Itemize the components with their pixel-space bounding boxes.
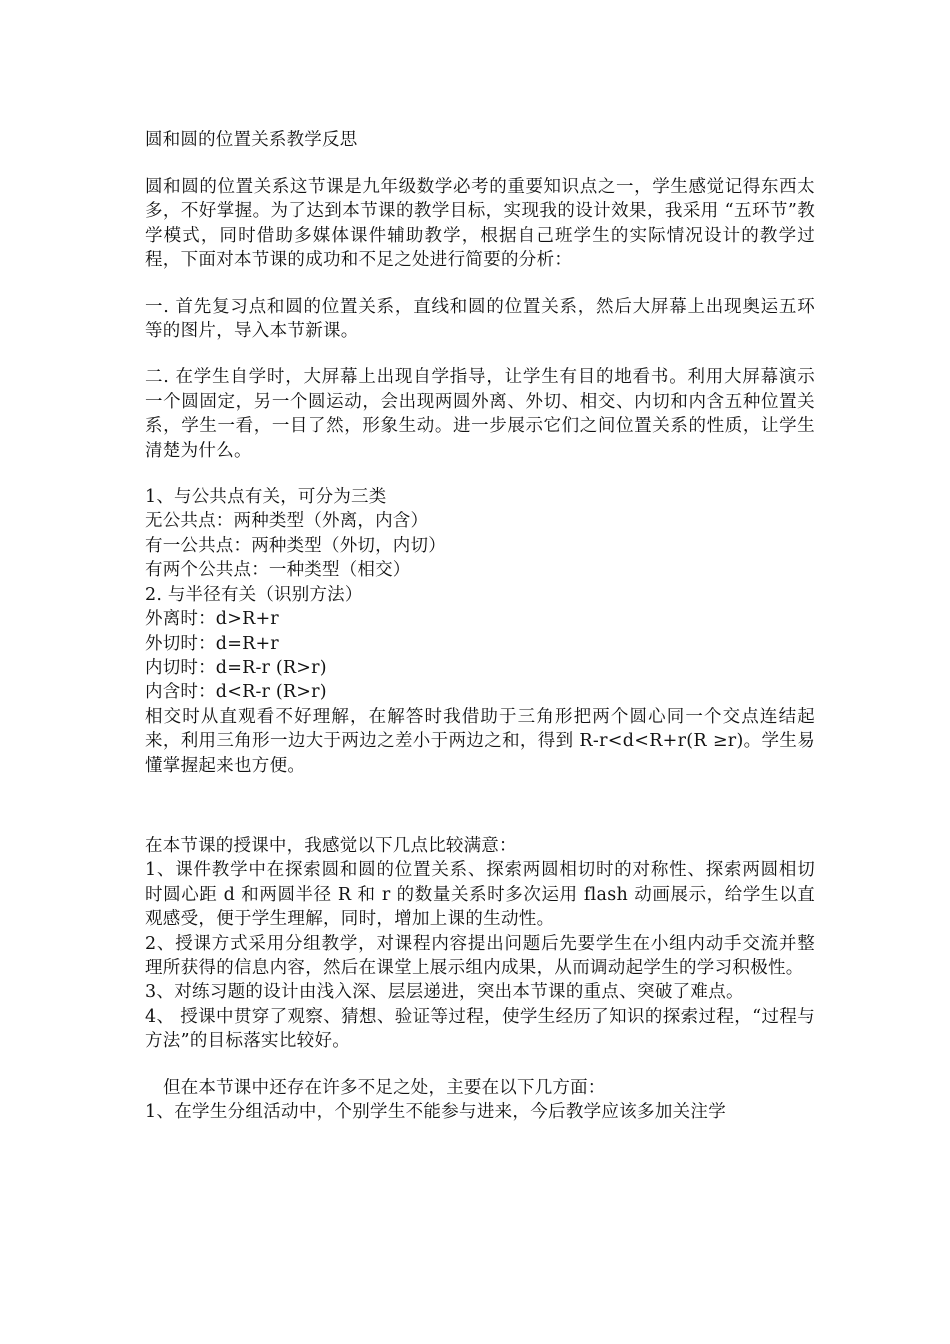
classification-list (145, 485, 815, 705)
shortcoming-heading: 但在本节课中还存在许多不足之处，主要在以下几方面： (163, 1077, 606, 1098)
shortcoming-point: 1、在学生分组活动中，个别学生不能参与进来，今后教学应该多加关注学 (145, 1102, 727, 1122)
intersect-note-paragraph: 相交时从直观看不好理解，在解答时我借助于三角形把两个圆心同一个交点连结起来，利用三角形一边大于两边之差小于两边之和，得到 R-r<d<R+r(R ≥r)。学生易懂掌握起来也方便。 (145, 706, 815, 776)
satisfied-point: 1、课件教学中在探索圆和圆的位置关系、探索两圆相切时的对称性、探索两圆相切时圆心距 d 和两圆半径 R 和 r 的数量关系时多次运用 flash 动画展示，给学生以直观感受，便于学生理解，同时，增加上课的生动性。 (145, 860, 815, 930)
list-item: 外离时：d>R+r (145, 609, 279, 630)
list-item: 内含时：d<R-r (R>r) (145, 682, 327, 703)
satisfied-point: 2、授课方式采用分组教学，对课程内容提出问题后先要学生在小组内动手交流并整理所获得的信息内容，然后在课堂上展示组内成果，从而调动起学生的学习积极性。 (145, 933, 815, 978)
list-item: 外切时：d=R+r (145, 633, 279, 654)
intro-paragraph: 圆和圆的位置关系这节课是九年级数学必考的重要知识点之一，学生感觉记得东西太多，不好掌握。为了达到本节课的教学目标，实现我的设计效果，我采用 “五环节”教学模式，同时借助多媒体课件辅助教学，根据自己班学生的实际情况设计的教学过程，下面对本节课的成功和不足之处进行简要的分析： (145, 177, 815, 271)
satisfied-point: 3、对练习题的设计由浅入深、层层递进，突出本节课的重点、突破了难点。 (145, 982, 744, 1003)
list-item: 1、与公共点有关，可分为三类 (145, 487, 387, 508)
document-body (145, 128, 815, 1124)
list-item: 有一公共点：两种类型（外切，内切） (145, 535, 446, 556)
step-two-paragraph: 二. 在学生自学时，大屏幕上出现自学指导，让学生有目的地看书。利用大屏幕演示一个圆固定，另一个圆运动，会出现两圆外离、外切、相交、内切和内含五种位置关系，学生一看，一目了然，形象生动。进一步展示它们之间位置关系的性质，让学生清楚为什么。 (145, 367, 815, 461)
list-item: 无公共点：两种类型（外离，内含） (145, 511, 429, 532)
document-title: 圆和圆的位置关系教学反思 (145, 130, 358, 150)
list-item: 2. 与半径有关（识别方法） (145, 584, 363, 605)
list-item: 内切时：d=R-r (R>r) (145, 657, 327, 678)
blank-spacer (145, 778, 815, 834)
step-one-paragraph: 一. 首先复习点和圆的位置关系，直线和圆的位置关系，然后大屏幕上出现奥运五环等的图片，导入本节新课。 (145, 296, 815, 342)
satisfied-heading: 在本节课的授课中，我感觉以下几点比较满意： (145, 835, 517, 856)
list-item: 有两个公共点：一种类型（相交） (145, 560, 411, 581)
satisfied-point: 4、 授课中贯穿了观察、猜想、验证等过程，使学生经历了知识的探索过程，“过程与方法”的目标落实比较好。 (145, 1006, 815, 1052)
